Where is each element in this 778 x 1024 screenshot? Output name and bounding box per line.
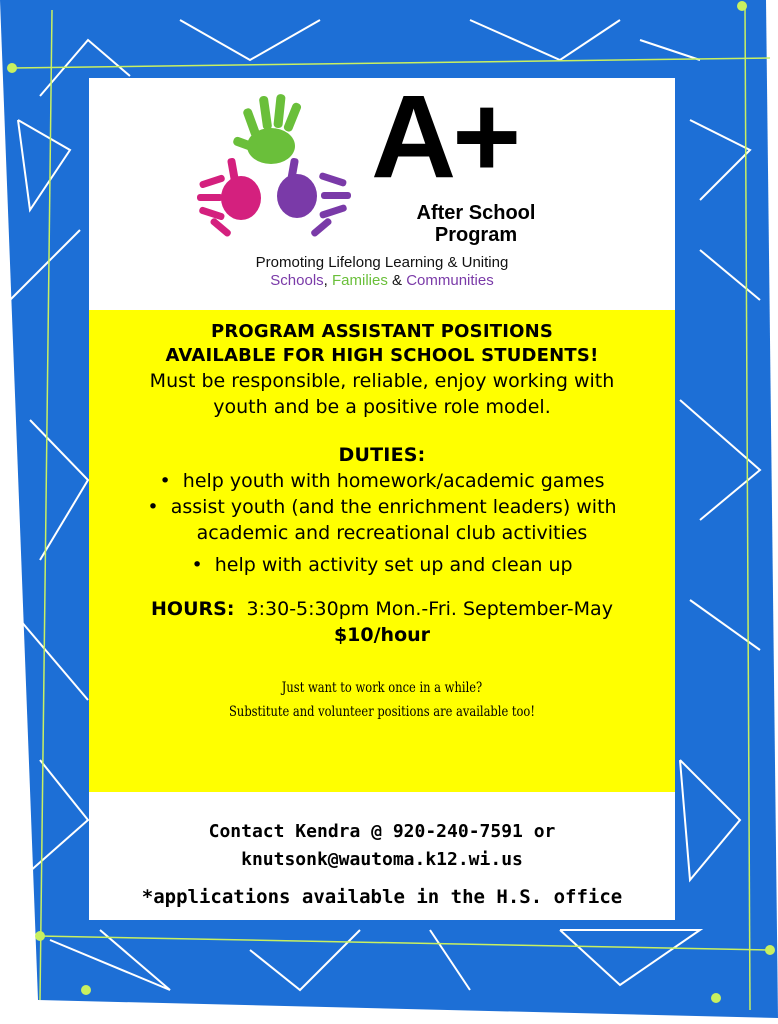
tagline-line2	[89, 272, 675, 290]
pay-rate: $10/hour	[333, 624, 431, 646]
program-header	[89, 71, 675, 310]
substitute-line1: Just want to work once in a while?	[281, 680, 483, 696]
substitute-line2: Substitute and volunteer positions are available too!	[229, 704, 535, 720]
hours-label: HOURS:	[151, 598, 235, 620]
communities-word: Communities	[406, 272, 494, 289]
requirements-line1: Must be responsible, reliable, enjoy working with	[149, 370, 615, 392]
program-name-line2: Program	[434, 224, 518, 246]
families-word: Families	[332, 272, 388, 289]
program-name	[351, 202, 601, 246]
duty-item-2: • assist youth (and the enrichment leaders) with	[147, 496, 617, 518]
tagline	[89, 254, 675, 290]
separator-and: &	[387, 272, 407, 289]
contact-line1: Contact Kendra @ 920-240-7591 or	[208, 821, 556, 842]
contact-info	[89, 818, 675, 912]
bullet-icon: •	[191, 554, 203, 576]
duties-heading: DUTIES:	[338, 444, 426, 466]
contact-email: knutsonk@wautoma.k12.wi.us	[241, 849, 523, 870]
schools-word: Schools	[270, 272, 324, 289]
handprints-logo	[189, 88, 359, 248]
a-plus-logo: A+	[371, 71, 518, 203]
applications-note: *applications available in the H.S. office	[141, 886, 623, 908]
bullet-icon: •	[159, 470, 171, 492]
requirements-line2: youth and be a positive role model.	[213, 396, 551, 418]
duty-item-3: • help with activity set up and clean up	[191, 554, 573, 576]
tagline-line1: Promoting Lifelong Learning & Uniting	[255, 254, 509, 271]
hours-line	[89, 596, 675, 622]
bullet-icon: •	[147, 496, 159, 518]
duty-item-2-cont: academic and recreational club activities	[196, 522, 588, 544]
hours-value: 3:30-5:30pm Mon.-Fri. September-May	[246, 598, 613, 620]
job-details	[89, 310, 675, 792]
flyer-panel	[89, 71, 675, 920]
position-title-line1: PROGRAM ASSISTANT POSITIONS	[210, 321, 554, 342]
program-name-line1: After School	[416, 202, 536, 224]
separator-comma: ,	[323, 272, 332, 289]
position-title-line2: AVAILABLE FOR HIGH SCHOOL STUDENTS!	[165, 345, 599, 366]
duty-item-1: • help youth with homework/academic games	[159, 470, 605, 492]
